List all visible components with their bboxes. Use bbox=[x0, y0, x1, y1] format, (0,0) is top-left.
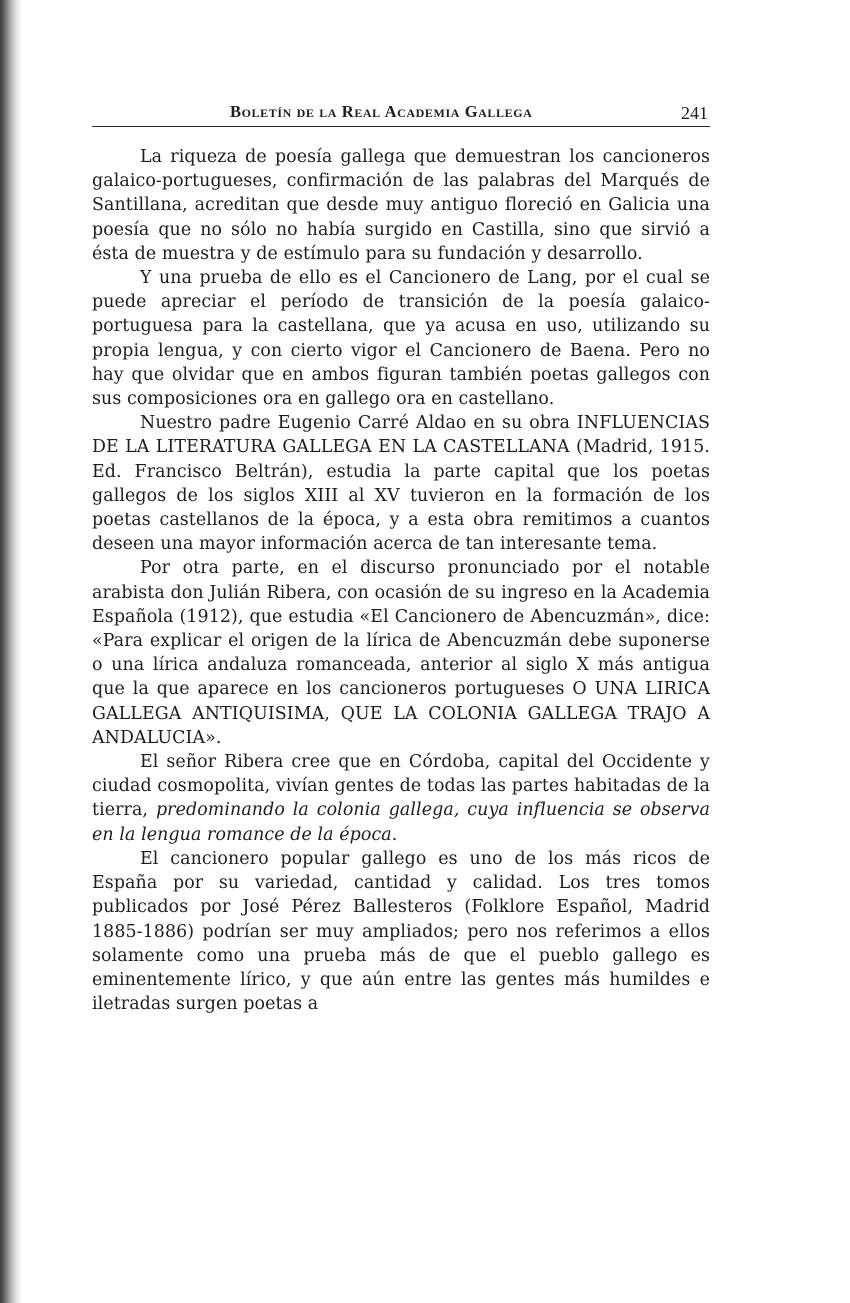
page-binding-edge bbox=[0, 0, 22, 1303]
body-text bbox=[92, 145, 710, 1016]
paragraph bbox=[92, 750, 710, 847]
paragraph: Y una prueba de ello es el Cancionero de Lang, por el cual se puede apreciar el período de transición de la poesía galaico-portuguesa para la castellana, que ya acusa en uso, utilizando su propia lengua, y con cierto vigor el Cancionero de Baena. Pero no hay que olvidar que en ambos figuran también poetas gallegos con sus composiciones ora en gallego ora en castellano. bbox=[92, 268, 710, 410]
journal-title: Boletín de la Real Academia Gallega bbox=[230, 102, 533, 121]
page-number: 241 bbox=[681, 103, 708, 123]
running-head bbox=[92, 100, 710, 127]
paragraph: Por otra parte, en el discurso pronunciado por el notable arabista don Julián Ribera, con ocasión de su ingreso en la Academia Española (1912), que estudia «El Cancionero de Abencuzmán», dice: «Para explicar el origen de la lírica de Abencuzmán debe suponerse o una lírica andaluza romanceada, anterior al siglo X más antigua que la que aparece en los cancioneros portugueses O UNA LIRICA GALLEGA ANTIQUISIMA, QUE LA COLONIA GALLEGA TRAJO A ANDALUCIA». bbox=[92, 558, 710, 748]
paragraph: Nuestro padre Eugenio Carré Aldao en su obra INFLUENCIAS DE LA LITERATURA GALLEGA EN LA CASTELLANA (Madrid, 1915. Ed. Francisco Beltrán), estudia la parte capital que los poetas gallegos de los siglos XIII al XV tuvieron en la formación de los poetas castellanos de la época, y a esta obra remitimos a cuantos deseen una mayor información acerca de tan interesante tema. bbox=[92, 413, 710, 555]
paragraph: El cancionero popular gallego es uno de los más ricos de España por su variedad, cantidad y calidad. Los tres tomos publicados por José Pérez Ballesteros (Folklore Español, Madrid 1885-1886) podrían ser muy ampliados; pero nos referimos a ellos solamente como una prueba más de que el pueblo gallego es eminentemente lírico, y que aún entre las gentes más humildes e iletradas surgen poetas a bbox=[92, 848, 710, 1015]
italic-quote: predominando la colonia gallega, cuya influencia se observa en la lengua romance de la época. bbox=[92, 800, 710, 845]
paragraph-text: El señor Ribera cree que en Córdoba, capital del Occidente y ciudad cosmopolita, vivían gentes de todas las partes habitadas de la tierra, bbox=[92, 752, 710, 821]
book-page bbox=[92, 100, 710, 1016]
paragraph: La riqueza de poesía gallega que demuestran los cancioneros galaico-portugueses, confirmación de las palabras del Marqués de Santillana, acreditan que desde muy antiguo floreció en Galicia una poesía que no sólo no había surgido en Castilla, sino que sirvió a ésta de muestra y de estímulo para su fundación y desarrollo. bbox=[92, 147, 710, 264]
